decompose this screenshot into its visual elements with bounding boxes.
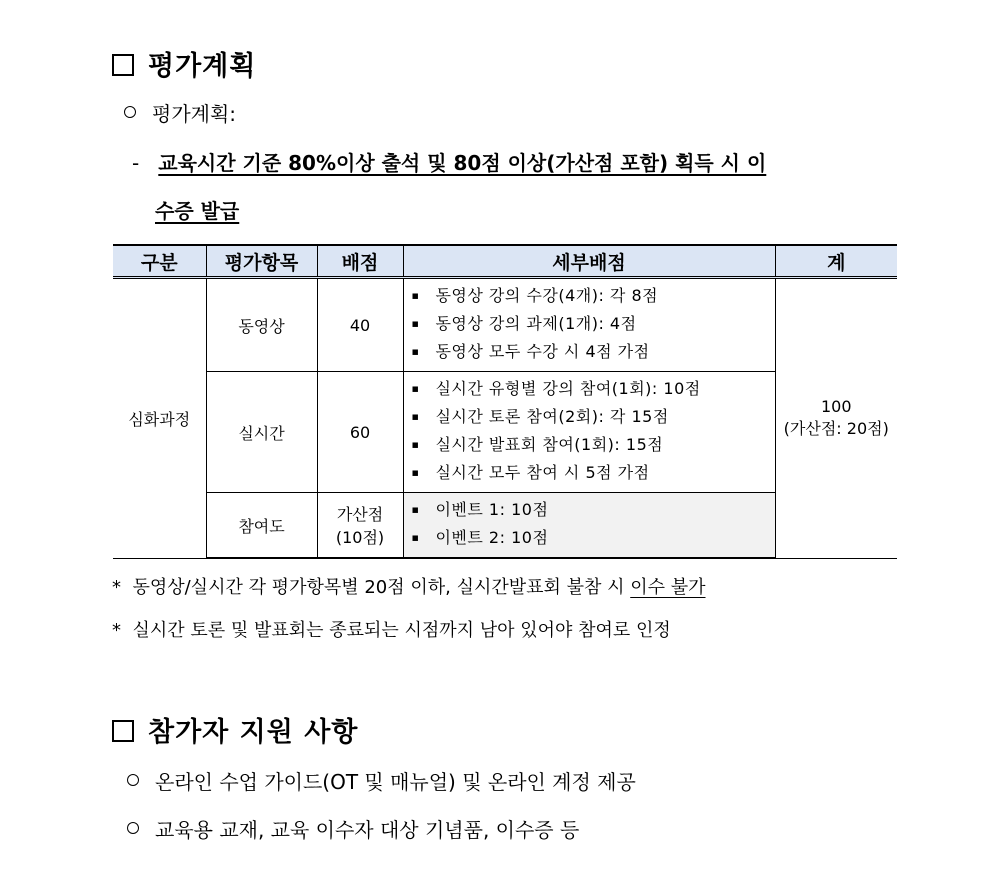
support-item bbox=[127, 814, 579, 843]
header-score: 배점 bbox=[317, 245, 403, 278]
detail-cell bbox=[403, 278, 775, 372]
note-underlined: 이수 불가 bbox=[630, 577, 706, 598]
note-2 bbox=[112, 616, 671, 642]
score-cell: 60 bbox=[317, 372, 403, 493]
detail-item: ▪ 동영상 강의 수강(4개): 각 8점 bbox=[412, 283, 775, 311]
dash-marker: - bbox=[132, 151, 140, 175]
detail-item: ▪ 동영상 강의 과제(1개): 4점 bbox=[412, 311, 775, 339]
section-title: 참가자 지원 사항 bbox=[148, 717, 359, 748]
criteria-line-2 bbox=[155, 195, 239, 224]
section-title: 평가계획 bbox=[148, 51, 257, 82]
total-value: 100 bbox=[820, 397, 852, 417]
checkbox-square-icon bbox=[112, 720, 134, 742]
item-cell: 동영상 bbox=[206, 278, 317, 372]
section-heading-support bbox=[112, 710, 358, 749]
evaluation-table bbox=[113, 244, 897, 559]
header-total: 계 bbox=[775, 245, 897, 278]
criteria-text-1: 교육시간 기준 80%이상 출석 및 80점 이상(가산점 포함) 획득 시 이 bbox=[158, 151, 767, 175]
support-item-text: 교육용 교재, 교육 이수자 대상 기념품, 이수증 등 bbox=[155, 818, 580, 842]
header-detail: 세부배점 bbox=[403, 245, 775, 278]
circle-bullet-icon bbox=[127, 822, 139, 834]
table-header-row bbox=[113, 245, 897, 278]
header-item: 평가항목 bbox=[206, 245, 317, 278]
item-cell: 실시간 bbox=[206, 372, 317, 493]
detail-item: ▪ 이벤트 1: 10점 bbox=[412, 497, 775, 525]
criteria-text-2: 수증 발급 bbox=[155, 199, 240, 223]
score-cell bbox=[317, 493, 403, 559]
total-note: (가산점: 20점) bbox=[783, 419, 889, 439]
header-category: 구분 bbox=[113, 245, 206, 278]
score-cell: 40 bbox=[317, 278, 403, 372]
detail-item: ▪ 이벤트 2: 10점 bbox=[412, 525, 775, 553]
detail-item: ▪ 실시간 토론 참여(2회): 각 15점 bbox=[412, 404, 775, 432]
table-row bbox=[113, 278, 897, 372]
score-line-2: (10점) bbox=[335, 528, 385, 547]
score-line-1: 가산점 bbox=[336, 505, 384, 524]
category-cell: 심화과정 bbox=[113, 278, 206, 559]
detail-cell bbox=[403, 493, 775, 559]
note-1 bbox=[112, 573, 706, 599]
circle-bullet-icon bbox=[124, 106, 136, 118]
circle-bullet-icon bbox=[127, 774, 139, 786]
section-heading-evaluation bbox=[112, 44, 256, 83]
detail-item: ▪ 실시간 유형별 강의 참여(1회): 10점 bbox=[412, 376, 775, 404]
note-text: 실시간 토론 및 발표회는 종료되는 시점까지 남아 있어야 참여로 인정 bbox=[132, 620, 671, 641]
note-star: * bbox=[112, 620, 121, 641]
note-star: * bbox=[112, 577, 121, 598]
note-text: 동영상/실시간 각 평가항목별 20점 이하, 실시간발표회 불참 시 bbox=[132, 577, 631, 598]
total-cell bbox=[775, 278, 897, 559]
criteria-line-1 bbox=[132, 147, 766, 176]
support-item bbox=[127, 766, 636, 795]
bullet-text: 평가계획: bbox=[152, 102, 237, 126]
bullet-evaluation-plan bbox=[124, 98, 236, 127]
detail-cell bbox=[403, 372, 775, 493]
item-cell: 참여도 bbox=[206, 493, 317, 559]
detail-item: ▪ 실시간 모두 참여 시 5점 가점 bbox=[412, 460, 775, 488]
detail-item: ▪ 동영상 모두 수강 시 4점 가점 bbox=[412, 339, 775, 367]
support-item-text: 온라인 수업 가이드(OT 및 매뉴얼) 및 온라인 계정 제공 bbox=[155, 770, 636, 794]
detail-item: ▪ 실시간 발표회 참여(1회): 15점 bbox=[412, 432, 775, 460]
checkbox-square-icon bbox=[112, 54, 134, 76]
